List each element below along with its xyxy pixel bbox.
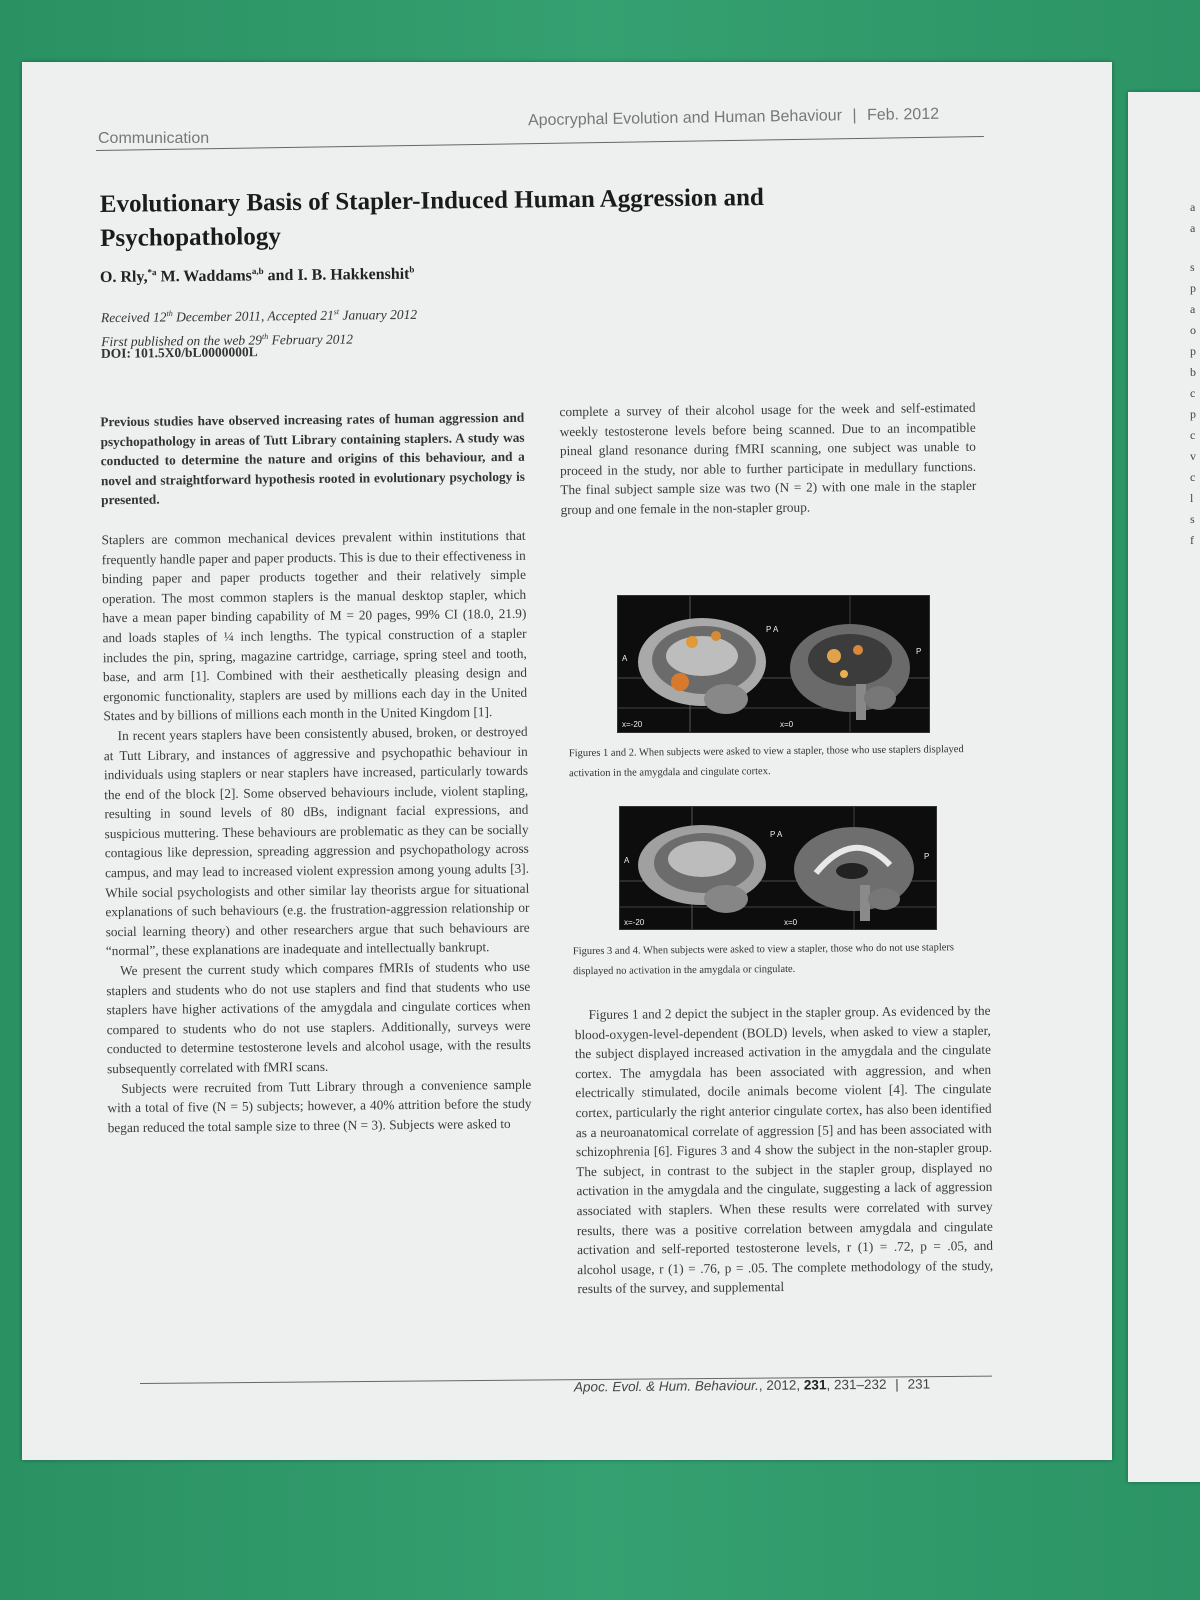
figure-3-4-caption: Figures 3 and 4. When subjects were asked to view a stapler, those who do not use staplers displayed no activation in the amygdala or cingulate. xyxy=(572,942,955,978)
author-1-affil: *a xyxy=(147,267,157,278)
fig1-label-p: P xyxy=(916,647,922,656)
footer-separator: | xyxy=(895,1376,899,1392)
author-1: O. Rly, xyxy=(99,268,148,286)
fig2-coord-right: x=0 xyxy=(784,918,798,927)
footer-journal: Apoc. Evol. & Hum. Behaviour. xyxy=(573,1377,759,1395)
article-title: Evolutionary Basis of Stapler-Induced Human Aggression and Psychopathology xyxy=(99,184,764,252)
accepted-text: December 2011, Accepted 21 xyxy=(172,307,334,325)
footer-pages: , 231–232 xyxy=(826,1376,887,1393)
received-sup: th xyxy=(166,308,173,318)
fmri-image-nonstapler xyxy=(620,807,936,929)
footer-year: , 2012, xyxy=(758,1377,804,1393)
adjacent-page-fragment: p xyxy=(1190,344,1196,358)
fig2-label-a: A xyxy=(624,856,630,865)
fig1-label-a: A xyxy=(622,654,628,663)
fig2-coord-left: x=-20 xyxy=(624,918,645,927)
author-2-affil: a,b xyxy=(251,265,264,277)
adjacent-page-fragment: c xyxy=(1190,470,1196,484)
adjacent-page xyxy=(1128,92,1200,1482)
received-text: Received 12 xyxy=(100,309,167,326)
journal-date: Feb. 2012 xyxy=(866,105,940,124)
adjacent-page-fragment: c xyxy=(1190,386,1196,400)
adjacent-page-fragment: l xyxy=(1190,491,1194,505)
adjacent-page-fragment: a xyxy=(1190,302,1196,316)
paragraph-study: We present the current study which compares fMRIs of students who use staplers and students who do not use staplers and find that students who use staplers have higher activations of the amygdala and cingulate cortices when compared to students who do not use staplers. Additionally, surveys were conducted to determine testosterone levels and alcohol usage, with the results subsequently correlated with fMRI scans. xyxy=(106,958,531,1077)
paragraph-subjects: Subjects were recruited from Tutt Library through a convenience sample with a total of five (N = 5) subjects; however, a 40% attrition before the study began reduced the total sample size to three (N = 3). Subjects were asked to xyxy=(107,1076,532,1135)
fig1-coord-left: x=-20 xyxy=(622,720,643,729)
adjacent-page-fragment: a xyxy=(1190,221,1196,235)
fmri-image-stapler xyxy=(618,596,929,732)
article-dates xyxy=(101,301,418,351)
adjacent-page-fragment: v xyxy=(1190,449,1196,463)
column-right-top xyxy=(559,398,976,520)
author-3: and I. B. Hakkenshit xyxy=(263,265,410,285)
doi: DOI: 101.5X0/bL0000000L xyxy=(100,344,258,361)
footer-volume: 231 xyxy=(803,1377,827,1393)
received-accepted xyxy=(101,301,417,328)
adjacent-page-fragment: p xyxy=(1190,407,1196,421)
column-right-bottom xyxy=(574,1001,993,1299)
adjacent-page-fragment: p xyxy=(1190,281,1196,295)
accepted-sup: st xyxy=(333,307,340,317)
fig2-label-p: P xyxy=(924,852,930,861)
paragraph-survey: complete a survey of their alcohol usage for the week and self-estimated weekly testosterone levels before being scanned. Due to an incompatible pineal gland resonance during fMRI scanning, one subject was unable to proceed in the study, nor able to further participate in medullary functions. The final subject sample size was two (N = 2) with one male in the stapler group and one female in the non-stapler group. xyxy=(559,399,977,518)
abstract: Previous studies have observed increasing rates of human aggression and psychopathology in areas of Tutt Library containing staplers. A study was conducted to determine the nature and origins of this behaviour, and a novel and straightforward hypothesis rooted in evolutionary psychology is presented. xyxy=(100,409,525,508)
published-suffix: February 2012 xyxy=(268,331,354,347)
accepted-suffix: January 2012 xyxy=(339,306,418,323)
fig1-label-pa: P A xyxy=(766,625,779,634)
fig1-coord-right: x=0 xyxy=(780,720,794,729)
adjacent-page-fragment: s xyxy=(1190,512,1195,526)
journal-name: Apocryphal Evolution and Human Behaviour xyxy=(527,107,843,130)
paragraph-results: Figures 1 and 2 depict the subject in the stapler group. As evidenced by the blood-oxygen-level-dependent (BOLD) levels, when asked to view a stapler, the subject displayed increased activation in the amygdala and the cingulate cortex. The amygdala has been associated with aggression, and when electrically stimulated, docile animals become violent [4]. The cingulate cortex, particularly the right anterior cingulate cortex, has also been identified as a neuroanatomical correlate of aggression [5] and has been associated with schizophrenia [6]. Figures 3 and 4 show the subject in the non-stapler group. The subject, in contrast to the subject in the stapler group, displayed no activation in the amygdala and the cingulate, suggesting a lack of aggression associated with staplers. When these results were correlated with survey results, there was a positive correlation between amygdala and cingulate activation and self-reported testosterone levels, r (1) = .72, p = .05, and alcohol usage, r (1) = .76, p = .05. The complete methodology of the study, results of the survey, and supplemental xyxy=(574,1002,994,1297)
author-3-affil: b xyxy=(409,264,415,275)
paragraph-intro: Staplers are common mechanical devices prevalent within institutions that frequently handle paper and paper products. This is due to their effectiveness in binding paper and paper products together and their relatively simple operation. The most common staplers is the manual desktop stapler, which have a mean paper binding capability of M = 20 pages, 99% CI (18.0, 21.9) and loads staples of ¼ inch lengths. The typical construction of a stapler includes the pin, spring, magazine cartridge, carriage, spring steel and tooth, base, and arm [1]. Combined with their aesthetically pleasing design and ergonomic functionality, staplers are used by millions each day in the United States and by billions of millions each month in the United Kingdom [1]. xyxy=(101,527,528,724)
adjacent-page-fragment: s xyxy=(1190,260,1195,274)
section-label: Communication xyxy=(98,130,210,147)
paragraph-behaviour: In recent years staplers have been consistently abused, broken, or destroyed at Tutt Library, and instances of aggressive and psychopathic behaviour in individuals using staplers or near staplers have increased, particularly towards the end of the block [2]. Some observed behaviours include, violent stapling, resulting in sound levels of 80 dBs, indignant facial expressions, and suspicious muttering. These behaviours are problematic as they can be socially contagious like depression, spreading aggression and psychopathology across campus, and may lead to increased violent expression among young adults [3]. While social psychologists and other similar lay theorists argue for situational explanations of such behaviours (e.g. the frustration-aggression relationship or social learning theory) and other researchers argue that such behaviours are “normal”, these explanations are inadequate and intellectually bankrupt. xyxy=(103,723,530,959)
author-list xyxy=(100,264,415,287)
page-number: 231 xyxy=(907,1376,931,1392)
adjacent-page-fragment: b xyxy=(1190,365,1196,379)
adjacent-page-fragment: o xyxy=(1190,323,1196,337)
figure-3-4-fmri xyxy=(619,806,937,930)
column-left xyxy=(100,408,532,1138)
figure-1-2-fmri xyxy=(617,595,930,733)
adjacent-page-fragment: c xyxy=(1190,428,1196,442)
fig2-label-pa: P A xyxy=(770,830,783,839)
page-footer xyxy=(574,1376,930,1394)
author-2: M. Waddams xyxy=(156,267,252,286)
published-text: First published on the web 29 xyxy=(101,331,263,349)
figure-1-2-caption: Figures 1 and 2. When subjects were asked to view a stapler, those who use staplers displayed activation in the amygdala and cingulate cortex. xyxy=(568,744,964,780)
adjacent-page-fragment: f xyxy=(1190,533,1194,547)
published-sup: th xyxy=(261,331,269,341)
header-separator: | xyxy=(852,107,857,125)
adjacent-page-fragment: a xyxy=(1190,200,1196,214)
